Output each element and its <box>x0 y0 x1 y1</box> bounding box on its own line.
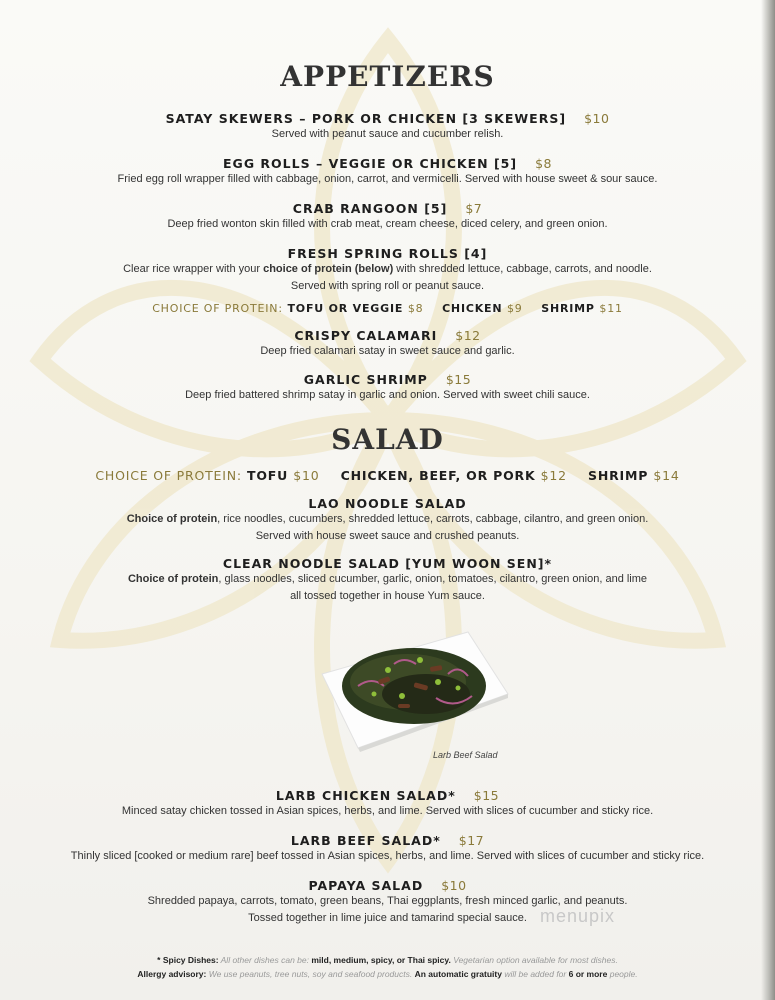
menu-item-egg-rolls <box>0 156 775 188</box>
appetizers-heading: APPETIZERS <box>280 60 495 93</box>
item-price: $17 <box>458 833 485 848</box>
salad-heading: SALAD <box>331 423 444 456</box>
item-description: Served with peanut sauce and cucumber relish. <box>271 128 504 140</box>
salad-protein-choices <box>0 468 775 483</box>
item-name: FRESH SPRING ROLLS [4] <box>287 246 488 261</box>
item-price: $10 <box>584 111 610 126</box>
menu-item-papaya-salad <box>0 878 775 927</box>
protein-option: TOFU <box>247 468 289 483</box>
item-name: SATAY SKEWERS – PORK OR CHICKEN [3 SKEWERS] <box>165 111 567 126</box>
item-description: Minced satay chicken tossed in Asian spices, herbs, and lime. Served with slices of cucumber and sticky rice. <box>121 805 654 817</box>
protein-option: TOFU OR VEGGIE <box>287 302 404 315</box>
protein-option: SHRIMP <box>588 468 649 483</box>
appetizer-protein-choices <box>0 302 775 315</box>
protein-price: $12 <box>540 468 567 483</box>
protein-label: CHOICE OF PROTEIN: <box>152 302 283 315</box>
protein-price: $9 <box>507 302 523 315</box>
item-name: LAO NOODLE SALAD <box>308 496 467 511</box>
spicy-note: * Spicy Dishes: All other dishes can be: mild, medium, spicy, or Thai spicy. Vegetarian option available for most dishes. <box>157 955 618 965</box>
protein-price: $10 <box>293 468 320 483</box>
item-price: $15 <box>445 372 472 387</box>
item-description-2: Served with house sweet sauce and crushed peanuts. <box>255 530 520 542</box>
menu-item-larb-chicken <box>0 788 775 820</box>
protein-option: CHICKEN, BEEF, OR PORK <box>340 468 536 483</box>
item-description: Choice of protein, glass noodles, sliced cucumber, garlic, onion, tomatoes, cilantro, green onion, and lime <box>127 573 648 585</box>
menu-item-larb-beef <box>0 833 775 865</box>
item-description: Fried egg roll wrapper filled with cabbage, onion, carrot, and vermicelli. Served with house sweet & sour sauce. <box>117 173 658 185</box>
protein-label: CHOICE OF PROTEIN: <box>95 468 242 483</box>
protein-option: SHRIMP <box>541 302 595 315</box>
item-price: $7 <box>465 201 483 216</box>
photo-caption: Larb Beef Salad <box>433 750 498 760</box>
item-name: CLEAR NOODLE SALAD [YUM WOON SEN]* <box>222 556 553 571</box>
menupix-watermark: menupix <box>540 906 616 926</box>
item-description: Deep fried wonton skin filled with crab meat, cream cheese, diced celery, and green onion. <box>167 218 608 230</box>
menu-item-crab-rangoon <box>0 201 775 233</box>
protein-price: $11 <box>599 302 623 315</box>
menu-item-lao-noodle-salad <box>0 496 775 545</box>
item-name: LARB CHICKEN SALAD* <box>275 788 456 803</box>
menu-item-garlic-shrimp <box>0 372 775 404</box>
protein-price: $14 <box>653 468 680 483</box>
protein-option: CHICKEN <box>442 302 503 315</box>
item-description-2: Served with spring roll or peanut sauce. <box>290 280 485 292</box>
item-description: Thinly sliced [cooked or medium rare] beef tossed in Asian spices, herbs, and lime. Served with slices of cucumber and sticky rice. <box>70 850 705 862</box>
item-name: EGG ROLLS – VEGGIE OR CHICKEN [5] <box>223 156 518 171</box>
item-name: CRAB RANGOON [5] <box>292 201 448 216</box>
item-description: Choice of protein, rice noodles, cucumbers, shredded lettuce, carrots, cabbage, cilantro, and green onion. <box>126 513 649 525</box>
allergy-note: Allergy advisory: We use peanuts, tree nuts, soy and seafood products. An automatic gratuity will be added for 6 or more people. <box>137 969 638 979</box>
item-description-2: all tossed together in house Yum sauce. <box>290 590 485 602</box>
item-description: Deep fried battered shrimp satay in garlic and onion. Served with sweet chili sauce. <box>185 389 590 401</box>
item-description: Deep fried calamari satay in sweet sauce and garlic. <box>260 345 515 357</box>
menu-item-satay <box>0 111 775 143</box>
menu-item-calamari <box>0 328 775 360</box>
footer-notes <box>0 953 775 981</box>
item-name: GARLIC SHRIMP <box>303 372 428 387</box>
item-price: $12 <box>455 328 481 343</box>
menu-item-spring-rolls <box>0 246 775 295</box>
item-description: Shredded papaya, carrots, tomato, green beans, Thai eggplants, fresh minced garlic, and peanuts. <box>147 895 628 907</box>
item-price: $15 <box>473 788 500 803</box>
item-description: Clear rice wrapper with your choice of protein (below) with shredded lettuce, cabbage, carrots, and noodle. <box>123 263 652 275</box>
item-description-2: Tossed together in lime juice and tamarind special sauce. <box>248 912 527 924</box>
item-name: CRISPY CALAMARI <box>294 328 438 343</box>
item-price: $8 <box>535 156 552 171</box>
protein-price: $8 <box>407 302 424 315</box>
menu-item-clear-noodle-salad <box>0 556 775 605</box>
item-name: PAPAYA SALAD <box>308 878 424 893</box>
larb-beef-salad-photo <box>318 624 510 752</box>
item-price: $10 <box>441 878 467 893</box>
item-name: LARB BEEF SALAD* <box>290 833 441 848</box>
